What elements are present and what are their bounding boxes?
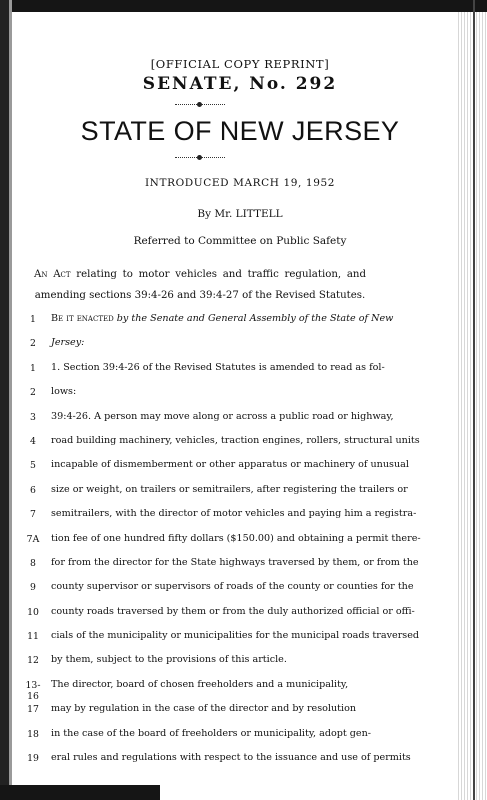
line-text [51, 313, 394, 324]
line-number: 6 [30, 484, 36, 496]
line-text [51, 337, 363, 348]
line-text-segment: incapable of dismemberment or other apparatus or machinery of unusual [51, 459, 409, 471]
line-text [51, 361, 385, 373]
line-text-segment: size or weight, on trailers or semitrailers, after registering the trailers or [51, 483, 408, 495]
act-text: relating to motor vehicles and traffic regulation, and amending sections 39:4-26 and 39:4-27 of the Revised Statutes. [34, 269, 366, 301]
bill-line [0, 359, 487, 383]
scan-top-border [0, 0, 487, 12]
bill-line [0, 554, 487, 578]
line-text-segment: Be it enacted [51, 313, 114, 324]
line-text [51, 556, 419, 568]
line-text [51, 459, 409, 471]
line-number: 10 [27, 606, 39, 618]
ornament-divider [175, 157, 225, 158]
bill-line [0, 383, 487, 407]
line-text-segment: by them, subject to the provisions of this article. [51, 654, 287, 666]
line-number: 1 [30, 314, 36, 325]
line-text [51, 581, 414, 593]
bill-line [0, 578, 487, 602]
line-text-segment: 39:4-26. A person may move along or across a public road or highway, [51, 410, 394, 422]
bill-line [0, 627, 487, 651]
ornament-divider [175, 104, 225, 105]
line-text [51, 508, 417, 520]
line-text [51, 679, 363, 690]
bill-line [0, 749, 487, 773]
line-text [51, 654, 363, 665]
line-text-segment: The director, board of chosen freeholders and a municipality, [51, 678, 349, 690]
act-lead: An Act [34, 269, 71, 280]
line-text [51, 410, 394, 422]
line-text [51, 532, 421, 544]
bill-line [0, 651, 487, 675]
bill-line [0, 456, 487, 480]
bill-line [0, 505, 487, 529]
bill-line [0, 432, 487, 456]
line-number: 1 [30, 362, 36, 374]
introduced-date: INTRODUCED MARCH 19, 1952 [144, 177, 336, 189]
line-number: 11 [27, 631, 39, 643]
line-text-segment: in the case of the board of freeholders or municipality, adopt gen- [51, 727, 372, 739]
line-text-segment: 1. Section 39:4-26 of the Revised Statutes is amended to read as fol- [51, 361, 385, 373]
line-number: 7A [26, 533, 40, 545]
line-text-segment: Jersey: [51, 337, 85, 349]
line-text-segment: by the Senate and General Assembly of the State of New [113, 313, 394, 324]
line-number: 2 [30, 387, 36, 399]
line-text [51, 630, 420, 642]
line-number: 19 [27, 753, 39, 765]
line-number: 9 [30, 582, 36, 594]
line-text [51, 605, 415, 617]
bill-line [0, 310, 487, 334]
bill-line [0, 334, 487, 358]
line-number: 2 [30, 338, 36, 350]
state-title: STATE OF NEW JERSEY [80, 116, 400, 146]
line-text-segment: cials of the municipality or municipalities for the municipal roads traversed [51, 630, 420, 642]
line-text-segment: may by regulation in the case of the director and by resolution [51, 703, 357, 715]
reprint-notice: [OFFICIAL COPY REPRINT] [150, 57, 330, 71]
line-text [51, 727, 372, 739]
committee-referral: Referred to Committee on Public Safety [133, 235, 347, 247]
line-number: 12 [27, 655, 39, 667]
line-text [51, 752, 411, 764]
bill-line [0, 700, 487, 724]
line-number: 5 [30, 460, 36, 472]
line-text [51, 483, 408, 495]
line-number: 13-16 [25, 679, 41, 702]
bill-line [0, 676, 487, 700]
line-text-segment: for from the director for the State highways traversed by them, or from the [51, 556, 419, 568]
bill-line [0, 603, 487, 627]
line-text-segment: semitrailers, with the director of motor vehicles and paying him a registra- [51, 508, 417, 520]
bill-number: SENATE, No. 292 [142, 74, 338, 94]
sponsor-line: By Mr. LITTELL [197, 208, 283, 220]
line-number: 17 [27, 704, 39, 716]
line-text-segment: county roads traversed by them or from the duly authorized official or offi- [51, 605, 415, 617]
line-text-segment: county supervisor or supervisors of roads of the county or counties for the [51, 581, 414, 593]
line-number: 18 [27, 728, 39, 740]
line-text-segment: eral rules and regulations with respect to the issuance and use of permits [51, 752, 411, 764]
line-text-segment: road building machinery, vehicles, traction engines, rollers, structural units [51, 434, 420, 446]
line-text-segment: tion fee of one hundred fifty dollars ($150.00) and obtaining a permit there- [51, 532, 421, 544]
line-text [51, 386, 363, 397]
scan-bottom-border [0, 785, 160, 800]
bill-text-body [0, 310, 487, 773]
act-title [34, 264, 366, 306]
bill-line [0, 725, 487, 749]
line-number: 7 [30, 509, 36, 521]
line-number: 4 [30, 435, 36, 447]
bill-line [0, 481, 487, 505]
line-text-segment: lows: [51, 386, 77, 398]
line-text [51, 703, 363, 714]
line-number: 3 [30, 411, 36, 423]
line-text [51, 434, 420, 446]
line-number: 8 [30, 557, 36, 569]
bill-line [0, 408, 487, 432]
bill-line [0, 530, 487, 554]
